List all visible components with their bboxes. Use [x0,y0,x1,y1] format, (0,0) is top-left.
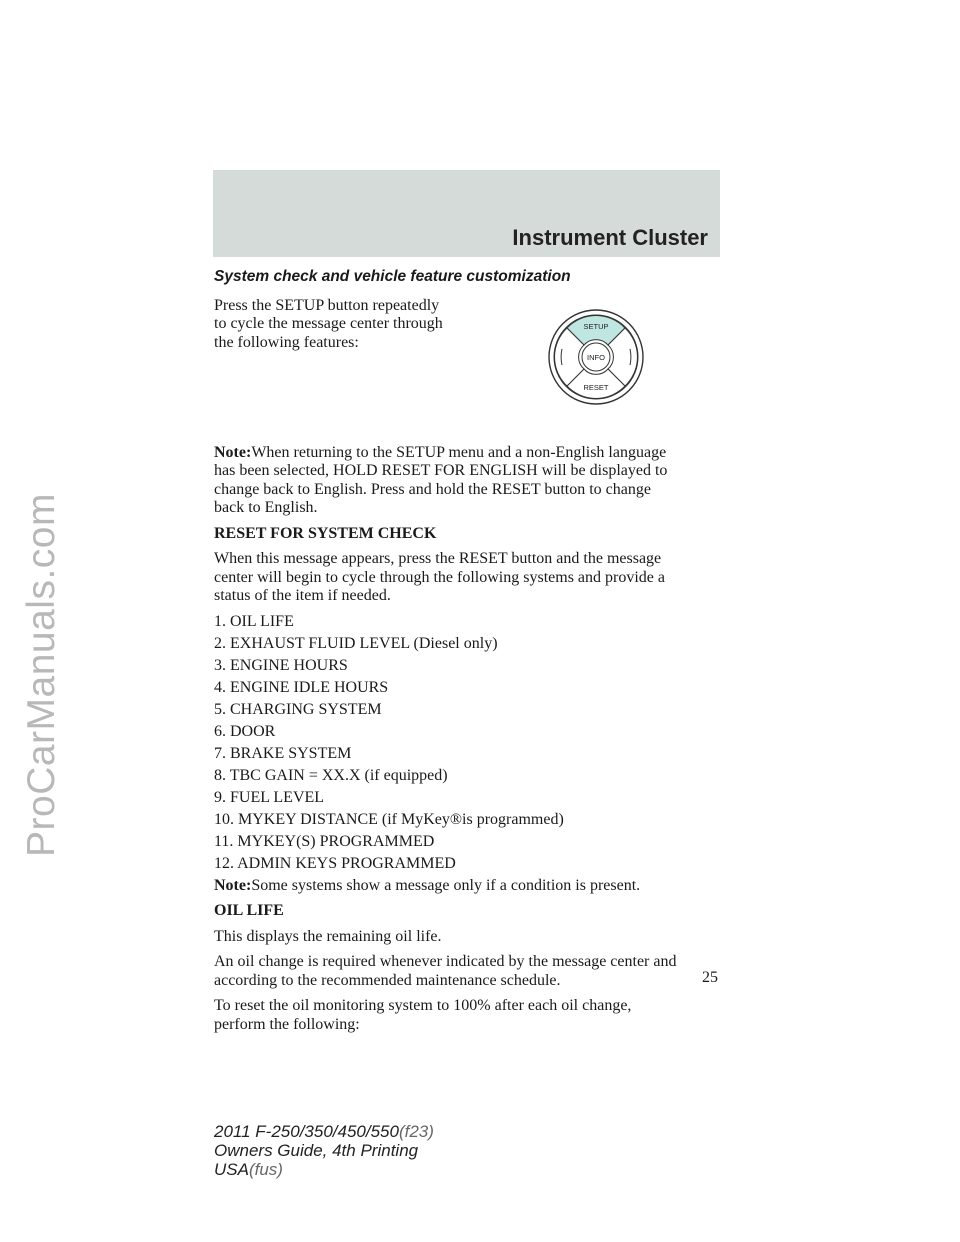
list-item: 6. DOOR [214,722,276,740]
note-label: Note: [214,876,252,894]
oil-reset-paragraph: To reset the oil monitoring system to 100% after each oil change, perform the following: [214,997,632,1033]
list-item: 12. ADMIN KEYS PROGRAMMED [214,854,456,872]
list-item: 11. MYKEY(S) PROGRAMMED [214,832,435,850]
intro-line: the following features: [214,333,359,351]
list-item: 9. FUEL LEVEL [214,788,325,806]
setup-label: SETUP [583,321,609,331]
list-item: 1. OIL LIFE [214,612,294,630]
list-item: 4. ENGINE IDLE HOURS [214,678,389,696]
list-item: 2. EXHAUST FLUID LEVEL (Diesel only) [214,634,498,652]
list-item: 7. BRAKE SYSTEM [214,744,352,762]
reset-label: RESET [583,382,609,392]
list-item: 3. ENGINE HOURS [214,656,348,674]
system-check-list [214,613,724,874]
footer-line: Owners Guide, 4th Printing [214,1141,419,1160]
footer-line: USA(fus) [214,1160,283,1179]
note-setup-language: Note:When returning to the SETUP menu and a non-English language has been selected, HOLD RESET FOR ENGLISH will be displayed to change back to English. Press and hold the RESET button to change back to English. [214,443,668,516]
oil-change-paragraph: An oil change is required whenever indicated by the message center and according to the recommended maintenance schedule. [214,953,677,989]
footer [214,1122,434,1179]
oil-life-heading: OIL LIFE [214,902,284,919]
steering-control-figure [546,307,646,407]
subheading: System check and vehicle feature customization [214,268,571,285]
intro-line: to cycle the message center through [214,315,443,332]
oil-paragraph: This displays the remaining oil life. [214,927,442,945]
intro-paragraph [214,297,484,353]
section-header-band [213,170,720,257]
list-item: 8. TBC GAIN = XX.X (if equipped) [214,766,448,784]
reset-system-check-heading: RESET FOR SYSTEM CHECK [214,524,437,542]
intro-line: Press the SETUP button repeatedly [214,296,440,314]
footer-line: 2011 F-250/350/450/550(f23) [214,1122,434,1141]
note-systems: Note:Some systems show a message only if a condition is present. [214,876,641,894]
note-label: Note: [214,443,252,461]
reset-paragraph: When this message appears, press the RESET button and the message center will begin to cycle through the following systems and provide a status of the item if needed. [214,550,665,604]
info-label: INFO [587,352,605,362]
page-number: 25 [702,969,718,986]
list-item: 5. CHARGING SYSTEM [214,700,382,718]
list-item: 10. MYKEY DISTANCE (if MyKey®is programmed) [214,810,564,828]
watermark [0,0,70,1242]
watermark-text: ProCarManuals.com [20,493,63,857]
intro-row [214,295,724,444]
section-title: Instrument Cluster [512,225,708,250]
page-content [214,268,724,1041]
